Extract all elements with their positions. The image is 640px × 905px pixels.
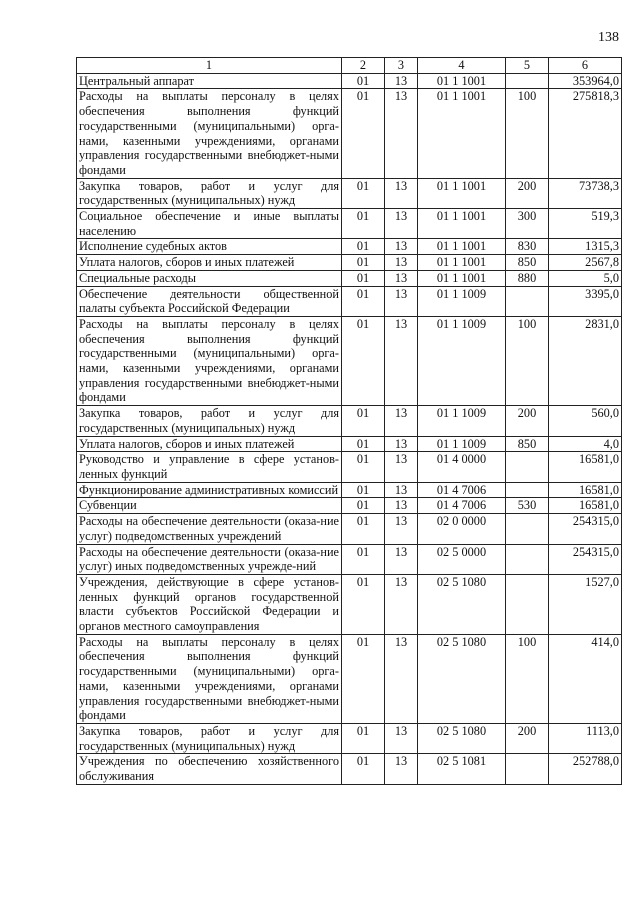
row-amount-cell: 2831,0 xyxy=(549,316,622,405)
row-expense-type-cell xyxy=(506,482,549,498)
table-row xyxy=(77,89,622,178)
row-target-article-cell: 01 4 0000 xyxy=(418,452,506,482)
row-section-cell: 01 xyxy=(342,436,385,452)
header-cell: 1 xyxy=(77,58,342,74)
row-target-article-cell: 02 5 1080 xyxy=(418,723,506,753)
row-expense-type-cell: 200 xyxy=(506,406,549,436)
row-section-cell: 01 xyxy=(342,239,385,255)
table-row xyxy=(77,286,622,316)
table-row xyxy=(77,436,622,452)
row-amount-cell: 2567,8 xyxy=(549,255,622,271)
row-amount-cell: 4,0 xyxy=(549,436,622,452)
row-subsection-cell: 13 xyxy=(385,482,418,498)
table-row xyxy=(77,406,622,436)
row-name-cell: Расходы на обеспечение деятельности (оказа-ние услуг) подведомственных учреждений xyxy=(77,514,342,544)
table-row xyxy=(77,73,622,89)
table-row xyxy=(77,514,622,544)
row-name-cell: Уплата налогов, сборов и иных платежей xyxy=(77,436,342,452)
row-expense-type-cell xyxy=(506,754,549,784)
row-expense-type-cell: 100 xyxy=(506,634,549,723)
row-name-cell: Социальное обеспечение и иные выплаты населению xyxy=(77,209,342,239)
budget-table xyxy=(76,57,622,785)
row-section-cell: 01 xyxy=(342,544,385,574)
table-row xyxy=(77,754,622,784)
row-target-article-cell: 02 5 1080 xyxy=(418,634,506,723)
header-cell: 4 xyxy=(418,58,506,74)
row-expense-type-cell xyxy=(506,286,549,316)
row-target-article-cell: 01 1 1001 xyxy=(418,255,506,271)
row-subsection-cell: 13 xyxy=(385,723,418,753)
row-expense-type-cell xyxy=(506,544,549,574)
row-subsection-cell: 13 xyxy=(385,286,418,316)
row-section-cell: 01 xyxy=(342,270,385,286)
row-target-article-cell: 01 1 1001 xyxy=(418,89,506,178)
row-expense-type-cell: 850 xyxy=(506,436,549,452)
row-target-article-cell: 01 1 1001 xyxy=(418,73,506,89)
row-subsection-cell: 13 xyxy=(385,634,418,723)
row-amount-cell: 3395,0 xyxy=(549,286,622,316)
row-target-article-cell: 01 1 1001 xyxy=(418,209,506,239)
row-section-cell: 01 xyxy=(342,286,385,316)
row-section-cell: 01 xyxy=(342,255,385,271)
table-row xyxy=(77,574,622,634)
row-target-article-cell: 02 0 0000 xyxy=(418,514,506,544)
row-amount-cell: 73738,3 xyxy=(549,178,622,208)
table-row xyxy=(77,239,622,255)
row-section-cell: 01 xyxy=(342,316,385,405)
row-section-cell: 01 xyxy=(342,452,385,482)
page-number: 138 xyxy=(598,30,619,45)
row-amount-cell: 5,0 xyxy=(549,270,622,286)
table-row xyxy=(77,498,622,514)
row-section-cell: 01 xyxy=(342,754,385,784)
row-amount-cell: 16581,0 xyxy=(549,452,622,482)
row-section-cell: 01 xyxy=(342,634,385,723)
row-name-cell: Функционирование административных комиссий xyxy=(77,482,342,498)
table-row xyxy=(77,452,622,482)
row-target-article-cell: 01 1 1009 xyxy=(418,406,506,436)
row-expense-type-cell: 200 xyxy=(506,178,549,208)
row-target-article-cell: 01 1 1001 xyxy=(418,178,506,208)
row-target-article-cell: 01 1 1009 xyxy=(418,286,506,316)
table-row xyxy=(77,723,622,753)
row-expense-type-cell: 530 xyxy=(506,498,549,514)
row-section-cell: 01 xyxy=(342,723,385,753)
row-name-cell: Закупка товаров, работ и услуг для государственных (муниципальных) нужд xyxy=(77,723,342,753)
row-target-article-cell: 01 1 1009 xyxy=(418,436,506,452)
row-expense-type-cell: 200 xyxy=(506,723,549,753)
row-subsection-cell: 13 xyxy=(385,514,418,544)
row-expense-type-cell: 880 xyxy=(506,270,549,286)
row-name-cell: Расходы на обеспечение деятельности (оказа-ние услуг) иных подведомственных учрежде-ний xyxy=(77,544,342,574)
row-amount-cell: 414,0 xyxy=(549,634,622,723)
row-section-cell: 01 xyxy=(342,406,385,436)
table-row xyxy=(77,255,622,271)
row-target-article-cell: 02 5 1080 xyxy=(418,574,506,634)
row-name-cell: Обеспечение деятельности общественной палаты субъекта Российской Федерации xyxy=(77,286,342,316)
row-amount-cell: 1527,0 xyxy=(549,574,622,634)
row-amount-cell: 519,3 xyxy=(549,209,622,239)
row-expense-type-cell: 300 xyxy=(506,209,549,239)
row-target-article-cell: 01 1 1009 xyxy=(418,316,506,405)
row-name-cell: Исполнение судебных актов xyxy=(77,239,342,255)
row-section-cell: 01 xyxy=(342,482,385,498)
row-amount-cell: 1315,3 xyxy=(549,239,622,255)
row-section-cell: 01 xyxy=(342,89,385,178)
row-subsection-cell: 13 xyxy=(385,498,418,514)
table-row xyxy=(77,209,622,239)
row-subsection-cell: 13 xyxy=(385,436,418,452)
row-section-cell: 01 xyxy=(342,574,385,634)
row-expense-type-cell: 100 xyxy=(506,316,549,405)
row-subsection-cell: 13 xyxy=(385,73,418,89)
row-expense-type-cell: 830 xyxy=(506,239,549,255)
row-subsection-cell: 13 xyxy=(385,452,418,482)
row-name-cell: Руководство и управление в сфере установ-ленных функций xyxy=(77,452,342,482)
row-amount-cell: 353964,0 xyxy=(549,73,622,89)
row-expense-type-cell xyxy=(506,514,549,544)
row-subsection-cell: 13 xyxy=(385,209,418,239)
row-target-article-cell: 01 4 7006 xyxy=(418,482,506,498)
table-header-row xyxy=(77,58,622,74)
header-cell: 6 xyxy=(549,58,622,74)
row-expense-type-cell: 100 xyxy=(506,89,549,178)
row-name-cell: Расходы на выплаты персоналу в целях обеспечения выполнения функций государственными (муниципальными) орга-нами, казенными учреждениями, органами управления государственными внебюджет-ными фондами xyxy=(77,316,342,405)
row-expense-type-cell: 850 xyxy=(506,255,549,271)
header-cell: 2 xyxy=(342,58,385,74)
row-name-cell: Специальные расходы xyxy=(77,270,342,286)
row-expense-type-cell xyxy=(506,574,549,634)
row-subsection-cell: 13 xyxy=(385,574,418,634)
row-name-cell: Расходы на выплаты персоналу в целях обеспечения выполнения функций государственными (муниципальными) орга-нами, казенными учреждениями, органами управления государственными внебюджет-ными фондами xyxy=(77,634,342,723)
row-amount-cell: 254315,0 xyxy=(549,544,622,574)
table-row xyxy=(77,178,622,208)
table-row xyxy=(77,270,622,286)
row-subsection-cell: 13 xyxy=(385,406,418,436)
row-subsection-cell: 13 xyxy=(385,316,418,405)
row-expense-type-cell xyxy=(506,73,549,89)
row-section-cell: 01 xyxy=(342,209,385,239)
row-section-cell: 01 xyxy=(342,498,385,514)
row-amount-cell: 16581,0 xyxy=(549,498,622,514)
row-target-article-cell: 01 4 7006 xyxy=(418,498,506,514)
table-row xyxy=(77,482,622,498)
table-row xyxy=(77,634,622,723)
row-target-article-cell: 01 1 1001 xyxy=(418,270,506,286)
row-target-article-cell: 01 1 1001 xyxy=(418,239,506,255)
row-subsection-cell: 13 xyxy=(385,544,418,574)
header-cell: 5 xyxy=(506,58,549,74)
table-row xyxy=(77,316,622,405)
row-name-cell: Учреждения, действующие в сфере установ-ленных функций органов государственной власти субъектов Российской Федерации и органов местного самоуправления xyxy=(77,574,342,634)
row-name-cell: Закупка товаров, работ и услуг для государственных (муниципальных) нужд xyxy=(77,178,342,208)
row-name-cell: Учреждения по обеспечению хозяйственного обслуживания xyxy=(77,754,342,784)
row-name-cell: Закупка товаров, работ и услуг для государственных (муниципальных) нужд xyxy=(77,406,342,436)
row-amount-cell: 16581,0 xyxy=(549,482,622,498)
row-subsection-cell: 13 xyxy=(385,239,418,255)
row-target-article-cell: 02 5 1081 xyxy=(418,754,506,784)
row-amount-cell: 252788,0 xyxy=(549,754,622,784)
row-section-cell: 01 xyxy=(342,514,385,544)
row-target-article-cell: 02 5 0000 xyxy=(418,544,506,574)
header-cell: 3 xyxy=(385,58,418,74)
row-amount-cell: 560,0 xyxy=(549,406,622,436)
row-amount-cell: 275818,3 xyxy=(549,89,622,178)
table-body xyxy=(77,73,622,784)
row-subsection-cell: 13 xyxy=(385,89,418,178)
row-name-cell: Субвенции xyxy=(77,498,342,514)
row-amount-cell: 1113,0 xyxy=(549,723,622,753)
row-section-cell: 01 xyxy=(342,178,385,208)
row-name-cell: Расходы на выплаты персоналу в целях обеспечения выполнения функций государственными (муниципальными) орга-нами, казенными учреждениями, органами управления государственными внебюджет-ными фондами xyxy=(77,89,342,178)
row-subsection-cell: 13 xyxy=(385,255,418,271)
row-subsection-cell: 13 xyxy=(385,178,418,208)
row-name-cell: Уплата налогов, сборов и иных платежей xyxy=(77,255,342,271)
row-subsection-cell: 13 xyxy=(385,754,418,784)
row-subsection-cell: 13 xyxy=(385,270,418,286)
row-section-cell: 01 xyxy=(342,73,385,89)
row-name-cell: Центральный аппарат xyxy=(77,73,342,89)
row-expense-type-cell xyxy=(506,452,549,482)
row-amount-cell: 254315,0 xyxy=(549,514,622,544)
table-row xyxy=(77,544,622,574)
